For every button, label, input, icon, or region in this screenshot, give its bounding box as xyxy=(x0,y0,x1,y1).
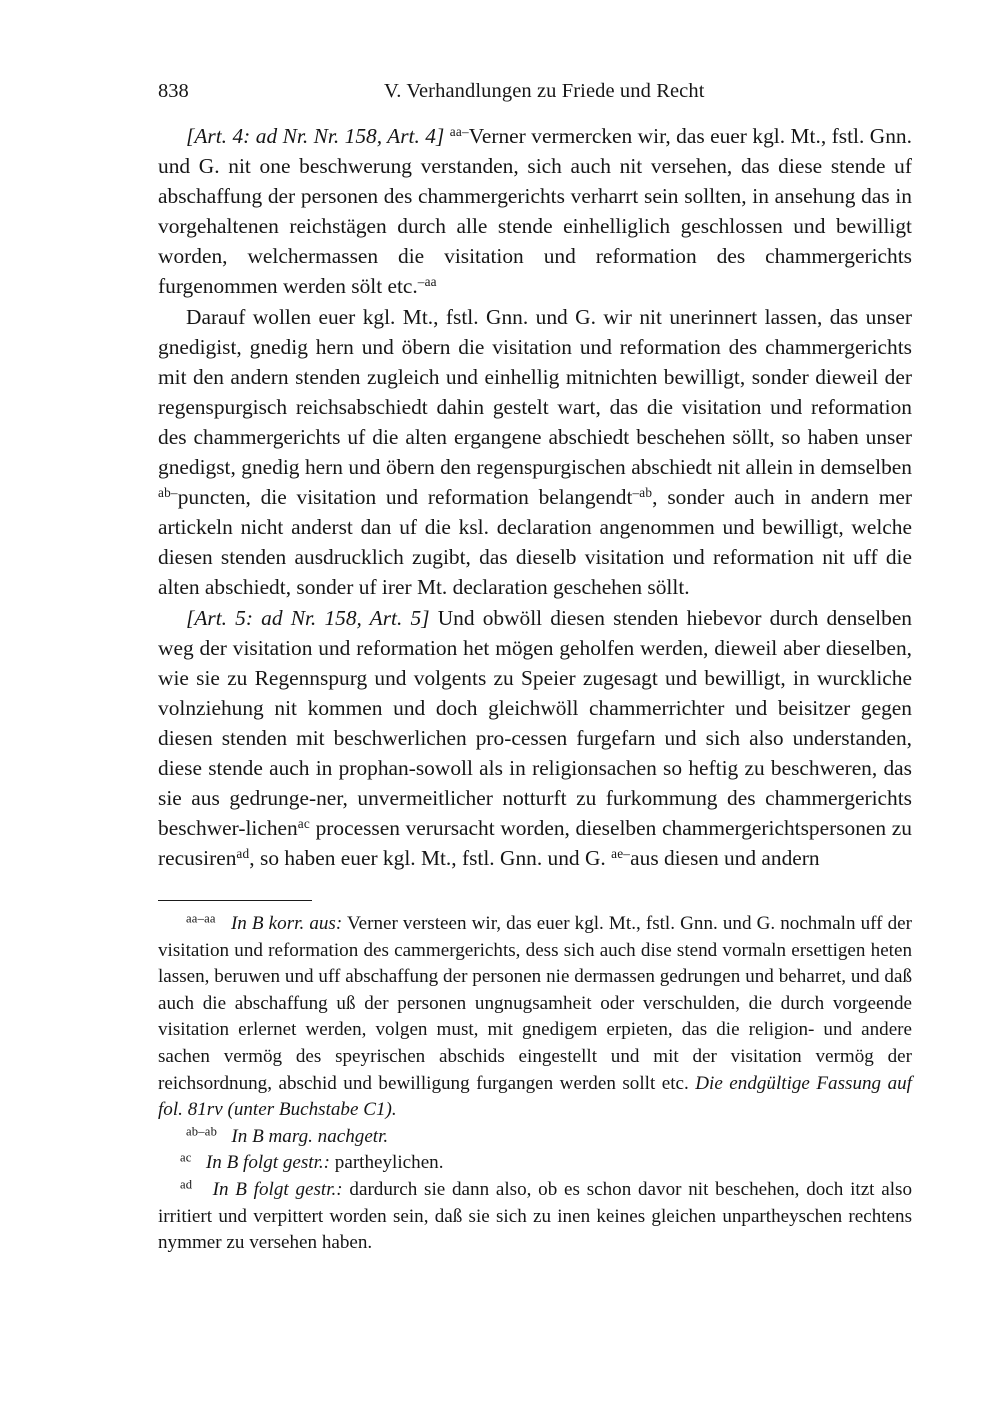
footnote-ac-text: partheylichen. xyxy=(330,1152,444,1174)
footnote-marker-ab-close: –ab xyxy=(632,485,653,501)
footnote-aa-italic-tail: Die endgültige Fassung auf fol. 81rv (unter Buchstabe C1). xyxy=(158,1072,912,1121)
paragraph-darauf xyxy=(158,302,912,603)
running-head-title: V. Verhandlungen zu Friede und Recht xyxy=(384,80,705,102)
footnote-marker-ac: ac xyxy=(297,816,310,832)
footnote-section xyxy=(158,900,912,1257)
footnote-ac-marker: ac xyxy=(180,1151,192,1166)
footnote-ac xyxy=(158,1150,912,1177)
footnote-aa-italic-lead: In B korr. aus: xyxy=(230,913,343,934)
paragraph-art-5-text-4: aus diesen und andern xyxy=(630,846,820,871)
footnote-ab-italic-lead: In B marg. nachgetr. xyxy=(231,1125,389,1147)
paragraph-darauf-text-3: , sonder auch in andern mer artickeln nicht anderst dan uf die ksl. declaration angenommen und bewilligt, welche diesen stenden ausdrucklich zugibt, das dieselb visitation und reformation nit uff die alten abschiedt, sonder uf irer Mt. declaration geschehen söllt. xyxy=(158,485,912,600)
footnote-marker-ae: ae– xyxy=(611,846,631,862)
page-number: 838 xyxy=(158,80,189,102)
footnote-ac-italic-lead: In B folgt gestr.: xyxy=(205,1152,331,1174)
footnote-ad xyxy=(158,1177,912,1257)
article-reference-art-4: [Art. 4: ad Nr. Nr. 158, Art. 4] xyxy=(186,124,445,148)
footnote-ad-marker: ad xyxy=(180,1177,193,1192)
footnote-marker-aa-close: –aa xyxy=(417,274,437,290)
paragraph-art-5-text-1: Und obwöll diesen stenden hiebevor durch denselben weg der visitation und reformation het mögen geholfen werden, dieweil aber dieselben, wie sie zu Regennspurg und volgents zu Speier zugesagt und bewilligt, in wurckliche volnziehung nit kommen und doch gleichwöll chammerrichter und beisitzer gegen diesen stenden mit beschwerlichen pro-cessen furgefarn und sich also understanden, diese stende auch in prophan-sowoll als in religionsachen so heftig zu beschweren, das sie aus gedrunge-ner, unvermeitlicher notturft zu furkommung des chammergerichts beschwer-lichen xyxy=(158,605,913,841)
paragraph-art-5-text-2: processen verursacht worden, dieselben chammergerichtspersonen zu recusiren xyxy=(158,816,912,871)
footnote-ab-marker: ab–ab xyxy=(186,1124,218,1139)
footnote-aa-text: Verner versteen wir, das euer kgl. Mt., fstl. Gnn. und G. nochmaln uff der visitation und reformation des cammergerichts, dess sich auch dise stend vormaln ersettigen heten lassen, beruwen und uff abschaffung der personen nie dermassen gedrungen und beharret, und daß auch die abschaffung uß der personen ungnugsamheit oder verschulden, die durch vorgeende visitation erlernet werden, volgen must, mit gnedigem erpieten, das die religion- und andere sachen vermög des speyrischen abschids eingestellt und mit der visitation vermög der reichsordnung, abschid und bewilligung furgangen werden sollt etc. xyxy=(158,913,913,1094)
footnote-ab xyxy=(158,1124,912,1151)
footnote-ad-italic-lead: In B folgt gestr.: xyxy=(212,1178,343,1200)
paragraph-art-4 xyxy=(158,121,912,302)
footnote-aa xyxy=(158,911,912,1124)
running-head xyxy=(158,72,912,110)
footnote-aa-marker: aa–aa xyxy=(186,911,216,926)
footnote-marker-ab-open: ab– xyxy=(158,485,178,501)
footnote-ad-text: dardurch sie dann also, ob es schon davor nit beschehen, doch itzt also irritiert und verpittert worden sein, daß sie sich zu inen keines gleichen unpartheyschen rechtens nymmer zu versehen haben. xyxy=(158,1178,912,1254)
paragraph-darauf-text-2: puncten, die visitation und reformation belangendt xyxy=(177,485,633,510)
page-content xyxy=(158,72,912,873)
paragraph-darauf-text-1: Darauf wollen euer kgl. Mt., fstl. Gnn. und G. wir nit unerinnert lassen, das unser gnedigist, gnedig hern und öbern die visitation und reformation des chammergerichts mit den andern stenden zugleich und einhellig mitnichten bewilligt, sonder dieweil der regenspurgisch reichsabschiedt dahin gestelt wart, das die visitation und reformation des chammergerichts uf die alten ergangene abschiedt beschehen söllt, so haben unser gnedigst, gnedig hern und öbern den regenspurgischen abschiedt nit allein in demselben xyxy=(158,304,912,480)
footnote-separator-rule xyxy=(158,900,312,901)
paragraph-art-5-text-3: , so haben euer kgl. Mt., fstl. Gnn. und G. xyxy=(249,846,612,871)
footnote-marker-ad: ad xyxy=(236,846,250,862)
paragraph-art-4-text: Verner vermercken wir, das euer kgl. Mt., fstl. Gnn. und G. nit one beschwerung verstanden, sich auch nit versehen, das diese stende uf abschaffung der personen des chammergerichts verharrt sein sollten, in ansehung das in vorgehaltenen reichstägen durch alle stende einhelliglich geschlossen und bewilligt worden, welchermassen die visitation und reformation des chammergerichts furgenommen werden sölt etc. xyxy=(158,124,912,299)
body-text xyxy=(158,121,912,873)
article-reference-art-5: [Art. 5: ad Nr. 158, Art. 5] xyxy=(186,605,430,630)
footnote-marker-aa-open: aa– xyxy=(449,124,469,140)
paragraph-art-5 xyxy=(158,603,912,874)
